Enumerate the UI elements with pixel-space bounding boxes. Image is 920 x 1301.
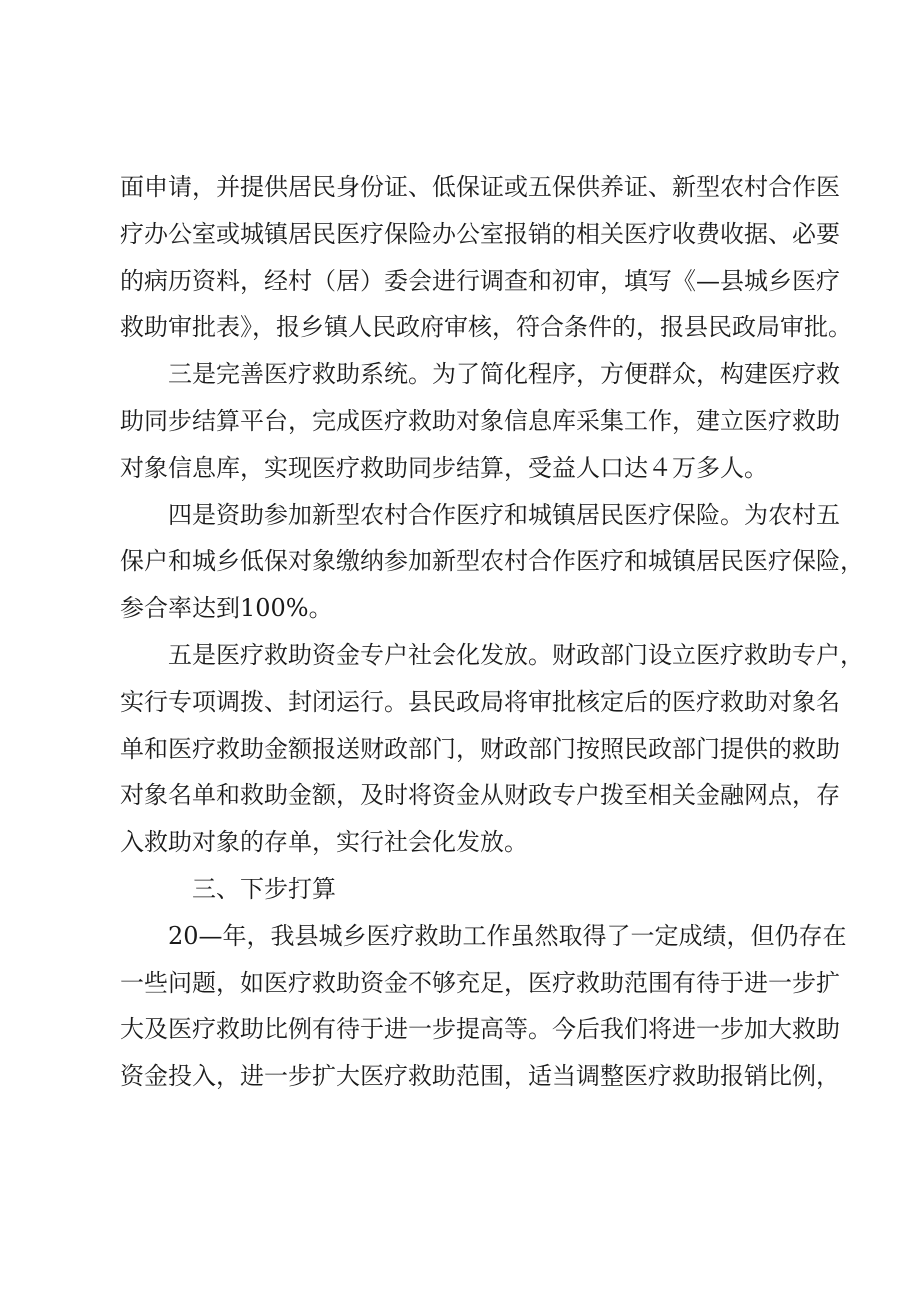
paragraph-start-line: 20—年，我县城乡医疗救助工作虽然取得了一定成绩，但仍存在 [168,921,847,950]
text-line: 保户和城乡低保对象缴纳参加新型农村合作医疗和城镇居民医疗保险， [120,547,864,576]
paragraph-start-line: 三是完善医疗救助系统。为了简化程序，方便群众，构建医疗救 [168,360,840,389]
text-line: 实行专项调拨、封闭运行。县民政局将审批核定后的医疗救助对象名 [120,687,840,716]
section-heading: 三、下步打算 [192,874,336,903]
text-line: 单和医疗救助金额报送财政部门，财政部门按照民政部门提供的救助 [120,734,840,763]
text-line: 的病历资料，经村（居）委会进行调查和初审，填写《—县城乡医疗 [120,266,840,295]
text-line: 疗办公室或城镇居民医疗保险办公室报销的相关医疗收费收据、必要 [120,219,840,248]
text-line: 资金投入，进一步扩大医疗救助范围，适当调整医疗救助报销比例， [120,1062,840,1091]
text-line: 入救助对象的存单，实行社会化发放。 [120,828,528,857]
text-line: 对象信息库，实现医疗救助同步结算，受益人口达４万多人。 [120,453,768,482]
text-line: 对象名单和救助金额，及时将资金从财政专户拨至相关金融网点，存 [120,781,840,810]
paragraph-start-line: 四是资助参加新型农村合作医疗和城镇居民医疗保险。为农村五 [168,500,840,529]
text-line: 一些问题，如医疗救助资金不够充足，医疗救助范围有待于进一步扩 [120,968,840,997]
document-body [120,164,864,1100]
paragraph-start-line: 五是医疗救助资金专户社会化发放。财政部门设立医疗救助专户， [168,640,864,669]
text-line: 面申请，并提供居民身份证、低保证或五保供养证、新型农村合作医 [120,173,840,201]
text-line: 参合率达到100%。 [120,594,333,623]
text-line: 大及医疗救助比例有待于进一步提高等。今后我们将进一步加大救助 [120,1015,840,1044]
text-line: 救助审批表》，报乡镇人民政府审核，符合条件的，报县民政局审批。 [120,313,852,342]
text-line: 助同步结算平台，完成医疗救助对象信息库采集工作，建立医疗救助 [120,406,840,435]
